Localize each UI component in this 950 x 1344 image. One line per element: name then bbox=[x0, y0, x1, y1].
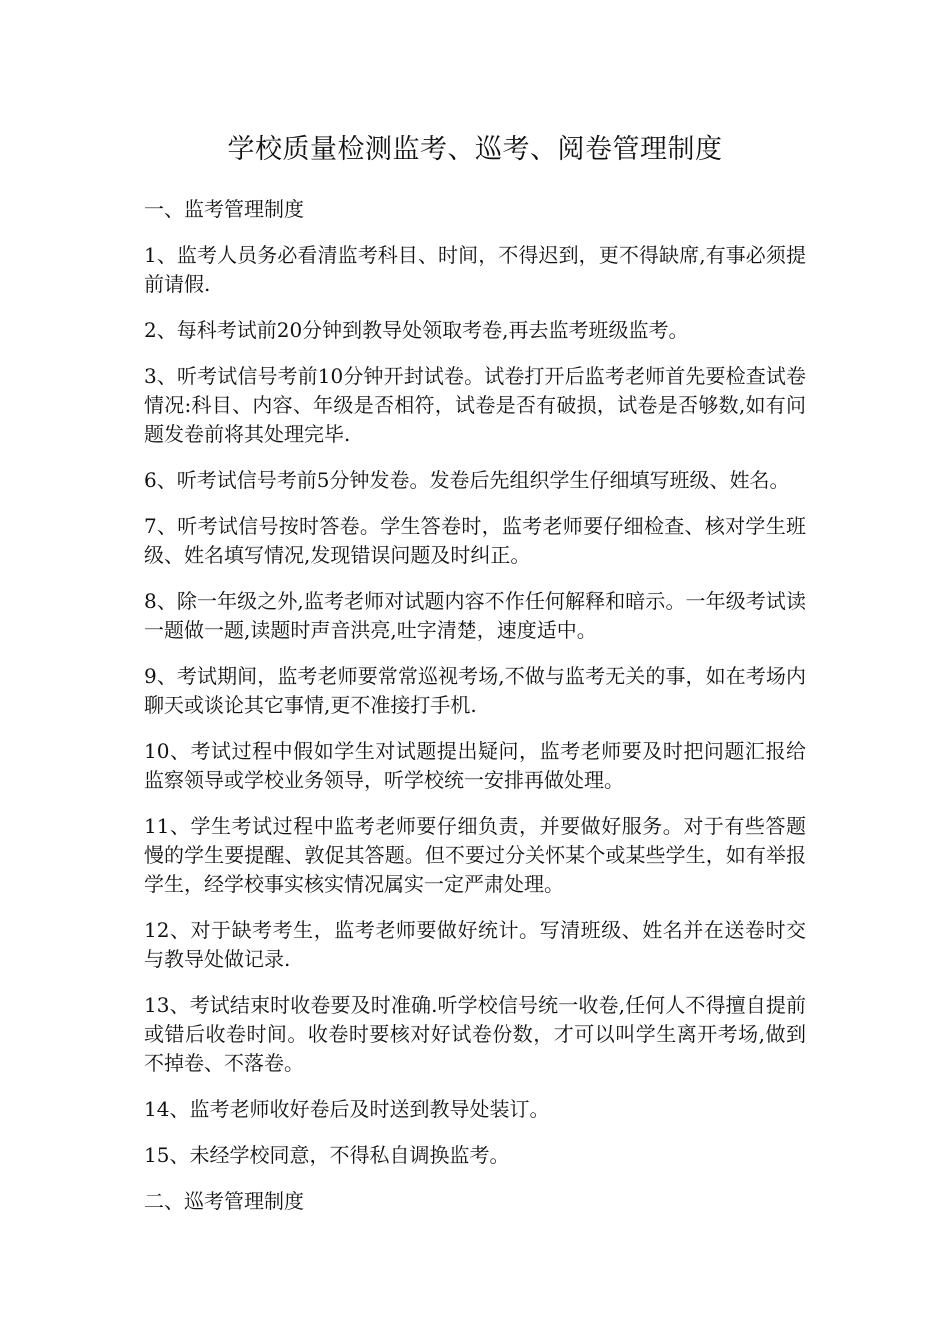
document-body bbox=[144, 195, 806, 1233]
section-heading-patrol: 二、巡考管理制度 bbox=[144, 1189, 304, 1213]
paragraph-rule-2: 2、每科考试前20分钟到教导处领取考卷,再去监考班级监考。 bbox=[144, 318, 689, 342]
paragraph-rule-8: 8、除一年级之外,监考老师对试题内容不作任何解释和暗示。一年级考试读一题做一题,读题时声音洪亮,吐字清楚，速度适中。 bbox=[144, 589, 806, 642]
paragraph-rule-15: 15、未经学校同意，不得私自调换监考。 bbox=[144, 1143, 510, 1167]
paragraph-rule-14: 14、监考老师收好卷后及时送到教导处装订。 bbox=[144, 1097, 550, 1121]
paragraph-rule-13: 13、考试结束时收卷要及时准确.听学校信号统一收卷,任何人不得擅自提前或错后收卷时间。收卷时要核对好试卷份数，才可以叫学生离开考场,做到不掉卷、不落卷。 bbox=[144, 993, 806, 1075]
paragraph-rule-12: 12、对于缺考考生，监考老师要做好统计。写清班级、姓名并在送卷时交与教导处做记录. bbox=[144, 918, 806, 971]
paragraph-rule-9: 9、考试期间，监考老师要常常巡视考场,不做与监考无关的事，如在考场内聊天或谈论其它事情,更不准接打手机. bbox=[144, 664, 806, 717]
paragraph-rule-7: 7、听考试信号按时答卷。学生答卷时，监考老师要仔细检查、核对学生班级、姓名填写情况,发现错误问题及时纠正。 bbox=[144, 514, 806, 567]
paragraph-rule-1: 1、监考人员务必看清监考科目、时间，不得迟到，更不得缺席,有事必须提前请假. bbox=[144, 243, 806, 296]
paragraph-rule-11: 11、学生考试过程中监考老师要仔细负责，并要做好服务。对于有些答题慢的学生要提醒、敦促其答题。但不要过分关怀某个或某些学生，如有举报学生，经学校事实核实情况属实一定严肃处理。 bbox=[144, 814, 806, 896]
paragraph-rule-10: 10、考试过程中假如学生对试题提出疑问，监考老师要及时把问题汇报给监察领导或学校业务领导，听学校统一安排再做处理。 bbox=[144, 739, 806, 792]
section-heading-invigilation: 一、监考管理制度 bbox=[144, 197, 304, 221]
document-title: 学校质量检测监考、巡考、阅卷管理制度 bbox=[227, 134, 723, 165]
paragraph-rule-3: 3、听考试信号考前10分钟开封试卷。试卷打开后监考老师首先要检查试卷情况:科目、内容、年级是否相符，试卷是否有破损，试卷是否够数,如有问题发卷前将其处理完毕. bbox=[144, 364, 806, 446]
paragraph-rule-6: 6、听考试信号考前5分钟发卷。发卷后先组织学生仔细填写班级、姓名。 bbox=[144, 468, 790, 492]
